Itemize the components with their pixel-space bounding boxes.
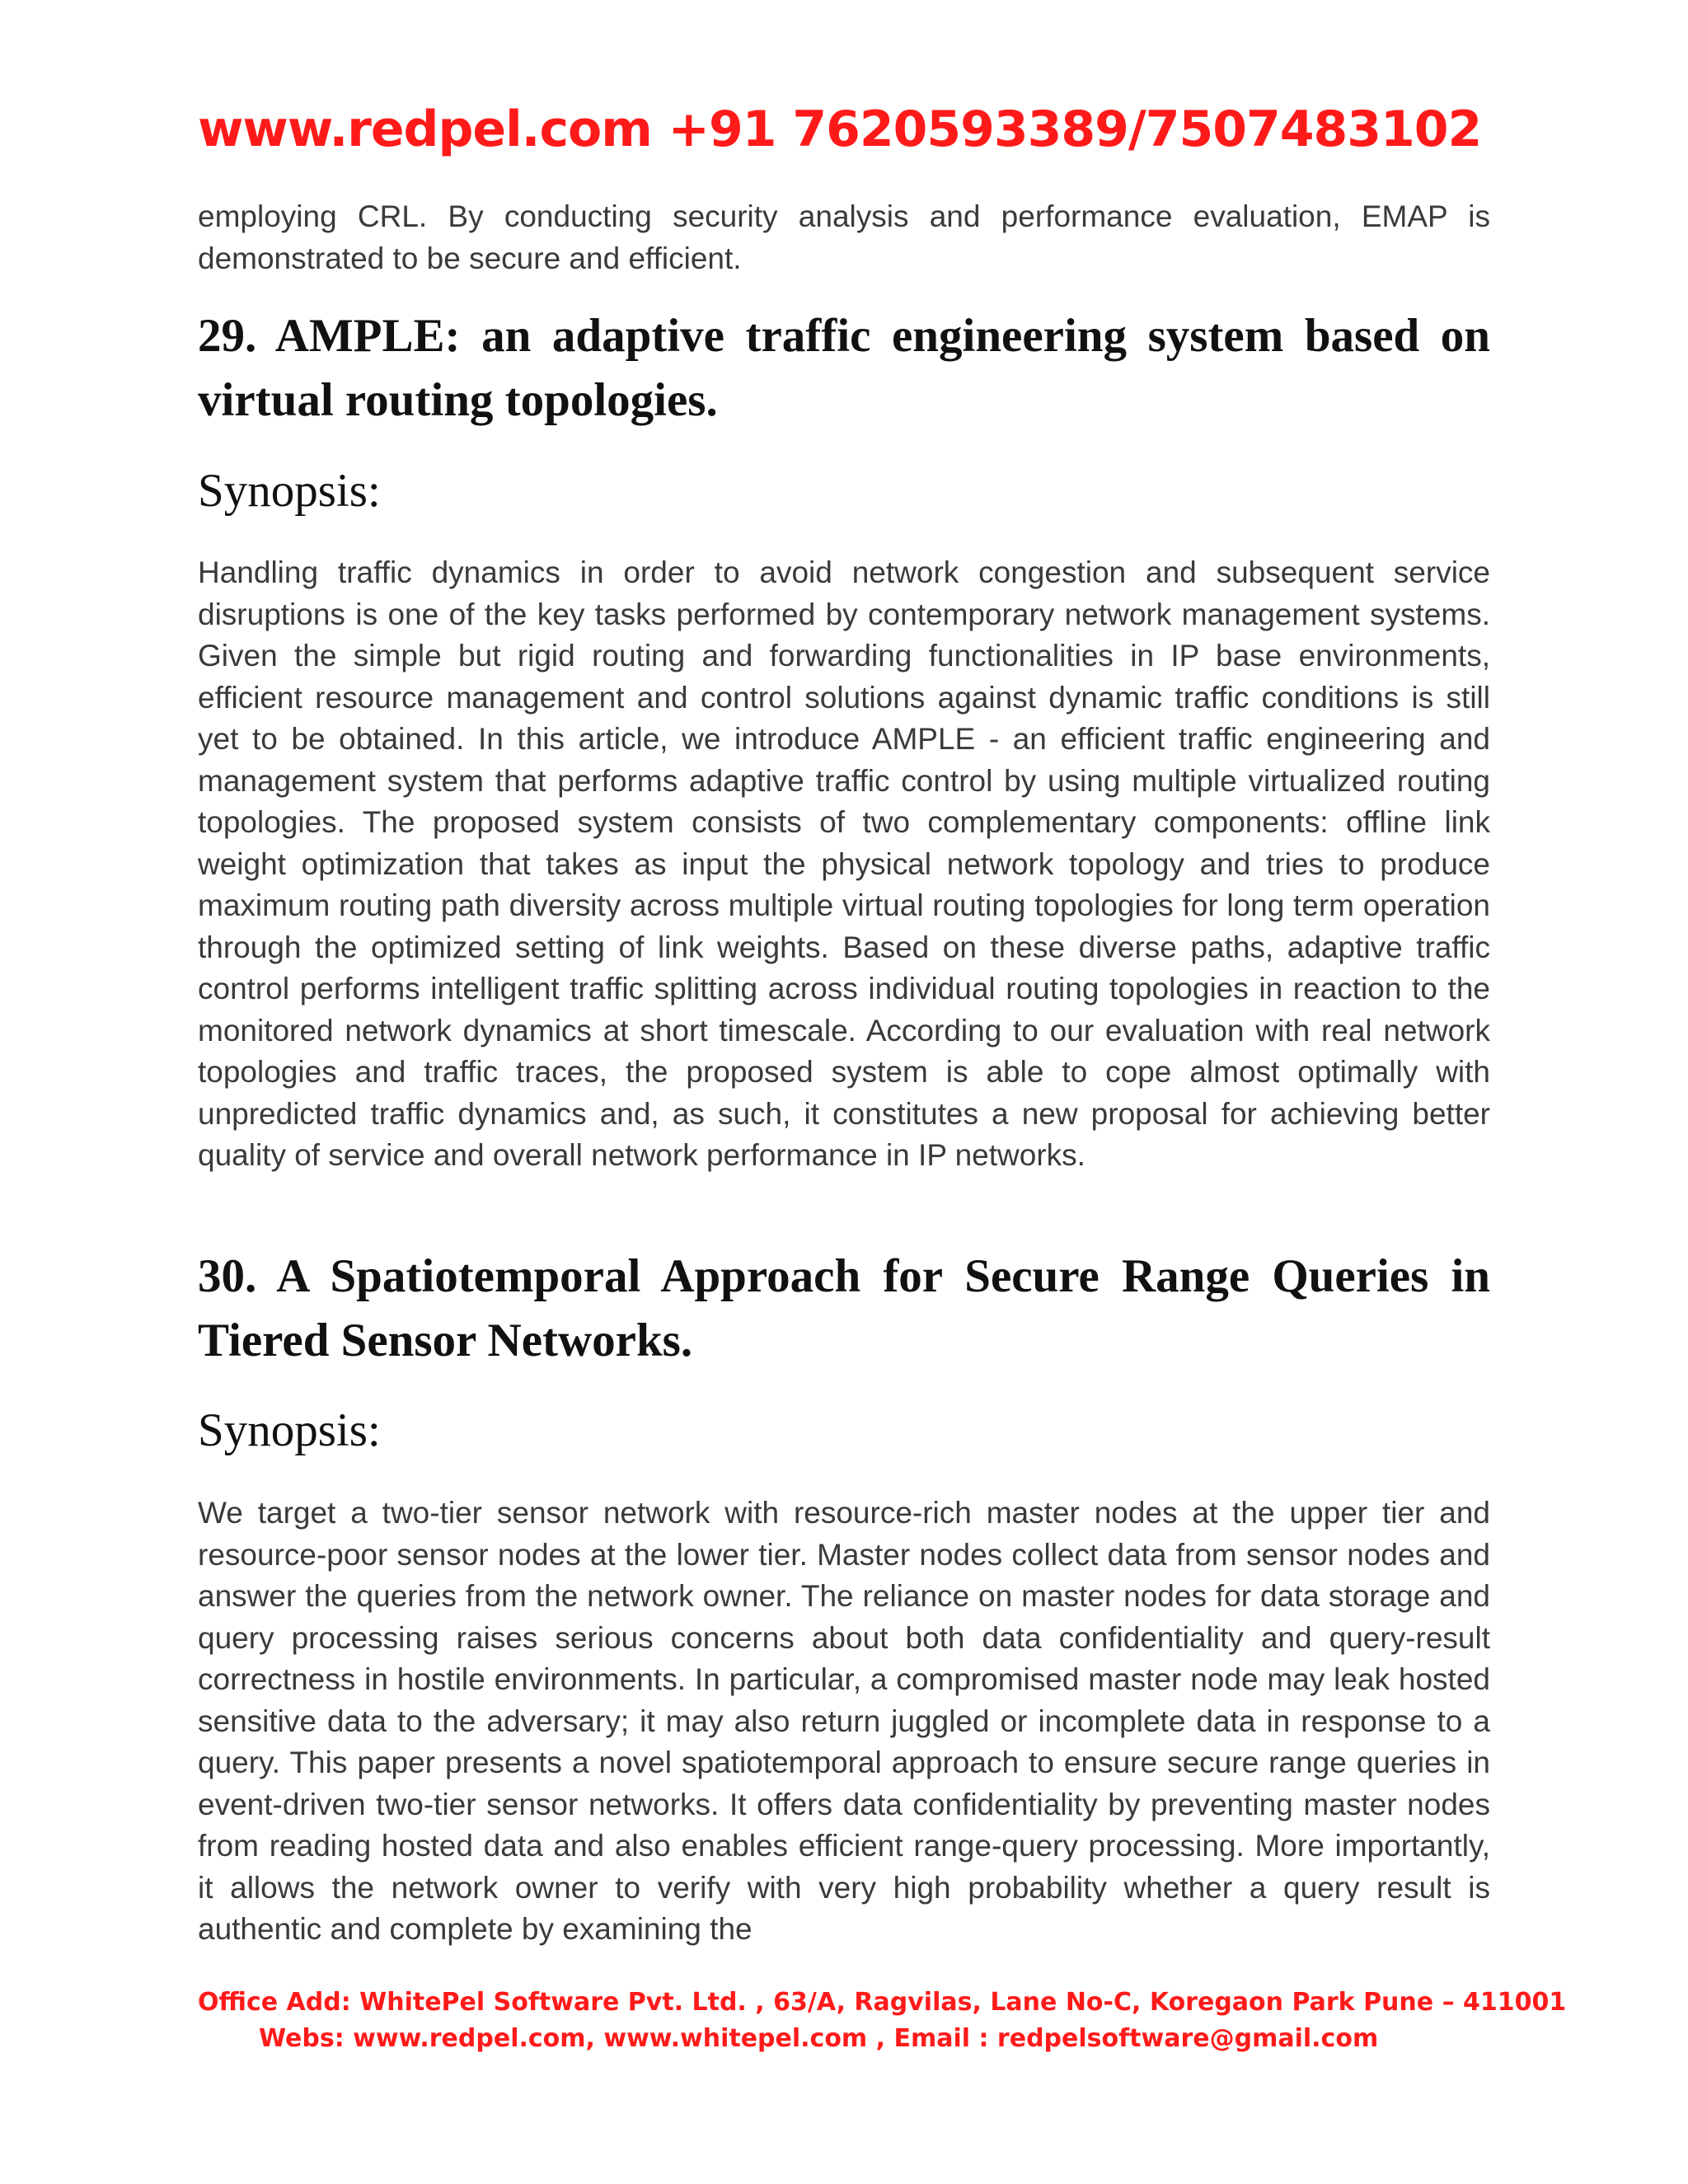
section-29-body: Handling traffic dynamics in order to avoid network congestion and subsequent service disruptions is one of the key tasks performed by contemporary network management systems. Given the simple but rigid routing and forwarding functionalities in IP base environments, efficient resource management and control solutions against dynamic traffic conditions is still yet to be obtained. In this article, we introduce AMPLE - an efficient traffic engineering and management system that performs adaptive traffic control by using multiple virtualized routing topologies. The proposed system consists of two complementary components: offline link weight optimization that takes as input the physical network topology and tries to produce maximum routing path diversity across multiple virtual routing topologies for long term operation through the optimized setting of link weights. Based on these diverse paths, adaptive traffic control performs intelligent traffic splitting across individual routing topologies in reaction to the monitored network dynamics at short timescale. According to our evaluation with real network topologies and traffic traces, the proposed system is able to cope almost optimally with unpredicted traffic dynamics and, as such, it constitutes a new proposal for achieving better quality of service and overall network performance in IP networks. <box>198 555 1490 1172</box>
section-29-synopsis-block <box>198 462 1490 520</box>
page-header-contact: www.redpel.com +91 7620593389/7507483102 <box>198 101 1482 158</box>
footer-web-email: Webs: www.redpel.com, www.whitepel.com , Email : redpelsoftware@gmail.com <box>259 2024 1379 2053</box>
section-30 <box>198 1244 1490 1373</box>
intro-paragraph: employing CRL. By conducting security analysis and performance evaluation, EMAP is demonstrated to be secure and efficient. <box>198 199 1490 275</box>
section-29-heading: 29. AMPLE: an adaptive traffic engineering system based on virtual routing topologies. <box>198 310 1490 426</box>
section-29 <box>198 304 1490 433</box>
section-29-synopsis-label: Synopsis: <box>198 465 381 517</box>
section-30-synopsis-label: Synopsis: <box>198 1404 381 1456</box>
section-29-body-block <box>198 552 1490 1177</box>
section-30-body: We target a two-tier sensor network with resource-rich master nodes at the upper tier and resource-poor sensor nodes at the lower tier. Master nodes collect data from sensor nodes and answer the queries from the network owner. The reliance on master nodes for data storage and query processing raises serious concerns about both data confidentiality and query-result correctness in hostile environments. In particular, a compromised master node may leak hosted sensitive data to the adversary; it may also return juggled or incomplete data in response to a query. This paper presents a novel spatiotemporal approach to ensure secure range queries in event-driven two-tier sensor networks. It offers data confidentiality by preventing master nodes from reading hosted data and also enables efficient range-query processing. More importantly, it allows the network owner to verify with very high probability whether a query result is authentic and complete by examining the <box>198 1496 1490 1946</box>
section-30-synopsis-block <box>198 1402 1490 1460</box>
section-30-body-block <box>198 1493 1490 1951</box>
footer-office-address: Office Add: WhitePel Software Pvt. Ltd. , 63/A, Ragvilas, Lane No-C, Koregaon Park Pune – 411001 <box>198 1988 1567 2017</box>
intro-block <box>198 196 1490 279</box>
section-30-heading: 30. A Spatiotemporal Approach for Secure Range Queries in Tiered Sensor Networks. <box>198 1250 1490 1366</box>
